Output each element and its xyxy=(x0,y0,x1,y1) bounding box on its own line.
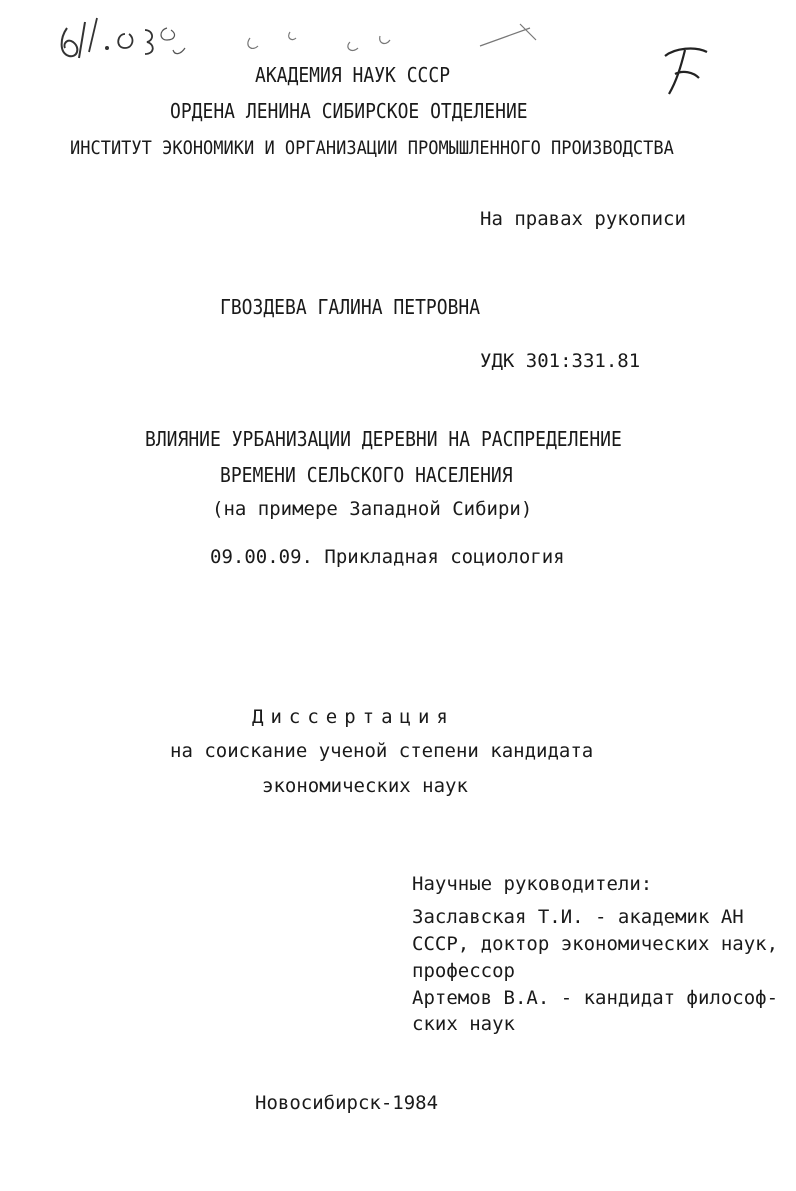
place-and-year: Новосибирск-1984 xyxy=(255,1092,439,1114)
supervisor-line-5: ских наук xyxy=(412,1013,515,1035)
degree-line-1: на соискание ученой степени кандидата xyxy=(170,740,594,762)
degree-line-2: экономических наук xyxy=(262,775,468,797)
dissertation-title-line-2: ВРЕМЕНИ СЕЛЬСКОГО НАСЕЛЕНИЯ xyxy=(220,464,513,488)
institute-name: ИНСТИТУТ ЭКОНОМИКИ И ОРГАНИЗАЦИИ ПРОМЫШЛЕННОГО ПРОИЗВОДСТВА xyxy=(70,137,674,160)
udc-code: УДК 301:331.81 xyxy=(480,350,641,372)
handwritten-archive-number xyxy=(55,8,215,68)
supervisor-line-1: Заславская Т.И. - академик АН xyxy=(412,906,744,928)
dissertation-title-line-1: ВЛИЯНИЕ УРБАНИЗАЦИИ ДЕРЕВНИ НА РАСПРЕДЕЛЕНИЕ xyxy=(145,428,622,452)
handwritten-corner-mark xyxy=(655,42,715,102)
supervisor-line-3: профессор xyxy=(412,960,515,982)
branch-name: ОРДЕНА ЛЕНИНА СИБИРСКОЕ ОТДЕЛЕНИЕ xyxy=(170,100,528,124)
specialty-code: 09.00.09. Прикладная социология xyxy=(210,546,565,568)
handwritten-faint-marks xyxy=(230,18,560,58)
academy-name: АКАДЕМИЯ НАУК СССР xyxy=(255,64,451,88)
supervisors-label: Научные руководители: xyxy=(412,873,653,895)
degree-heading: Диссертация xyxy=(252,706,455,728)
manuscript-note: На правах рукописи xyxy=(480,208,686,230)
dissertation-subtitle: (на примере Западной Сибири) xyxy=(212,498,533,520)
supervisor-line-4: Артемов В.А. - кандидат философ- xyxy=(412,987,779,1009)
author-name: ГВОЗДЕВА ГАЛИНА ПЕТРОВНА xyxy=(220,296,481,320)
supervisor-line-2: СССР, доктор экономических наук, xyxy=(412,933,779,955)
